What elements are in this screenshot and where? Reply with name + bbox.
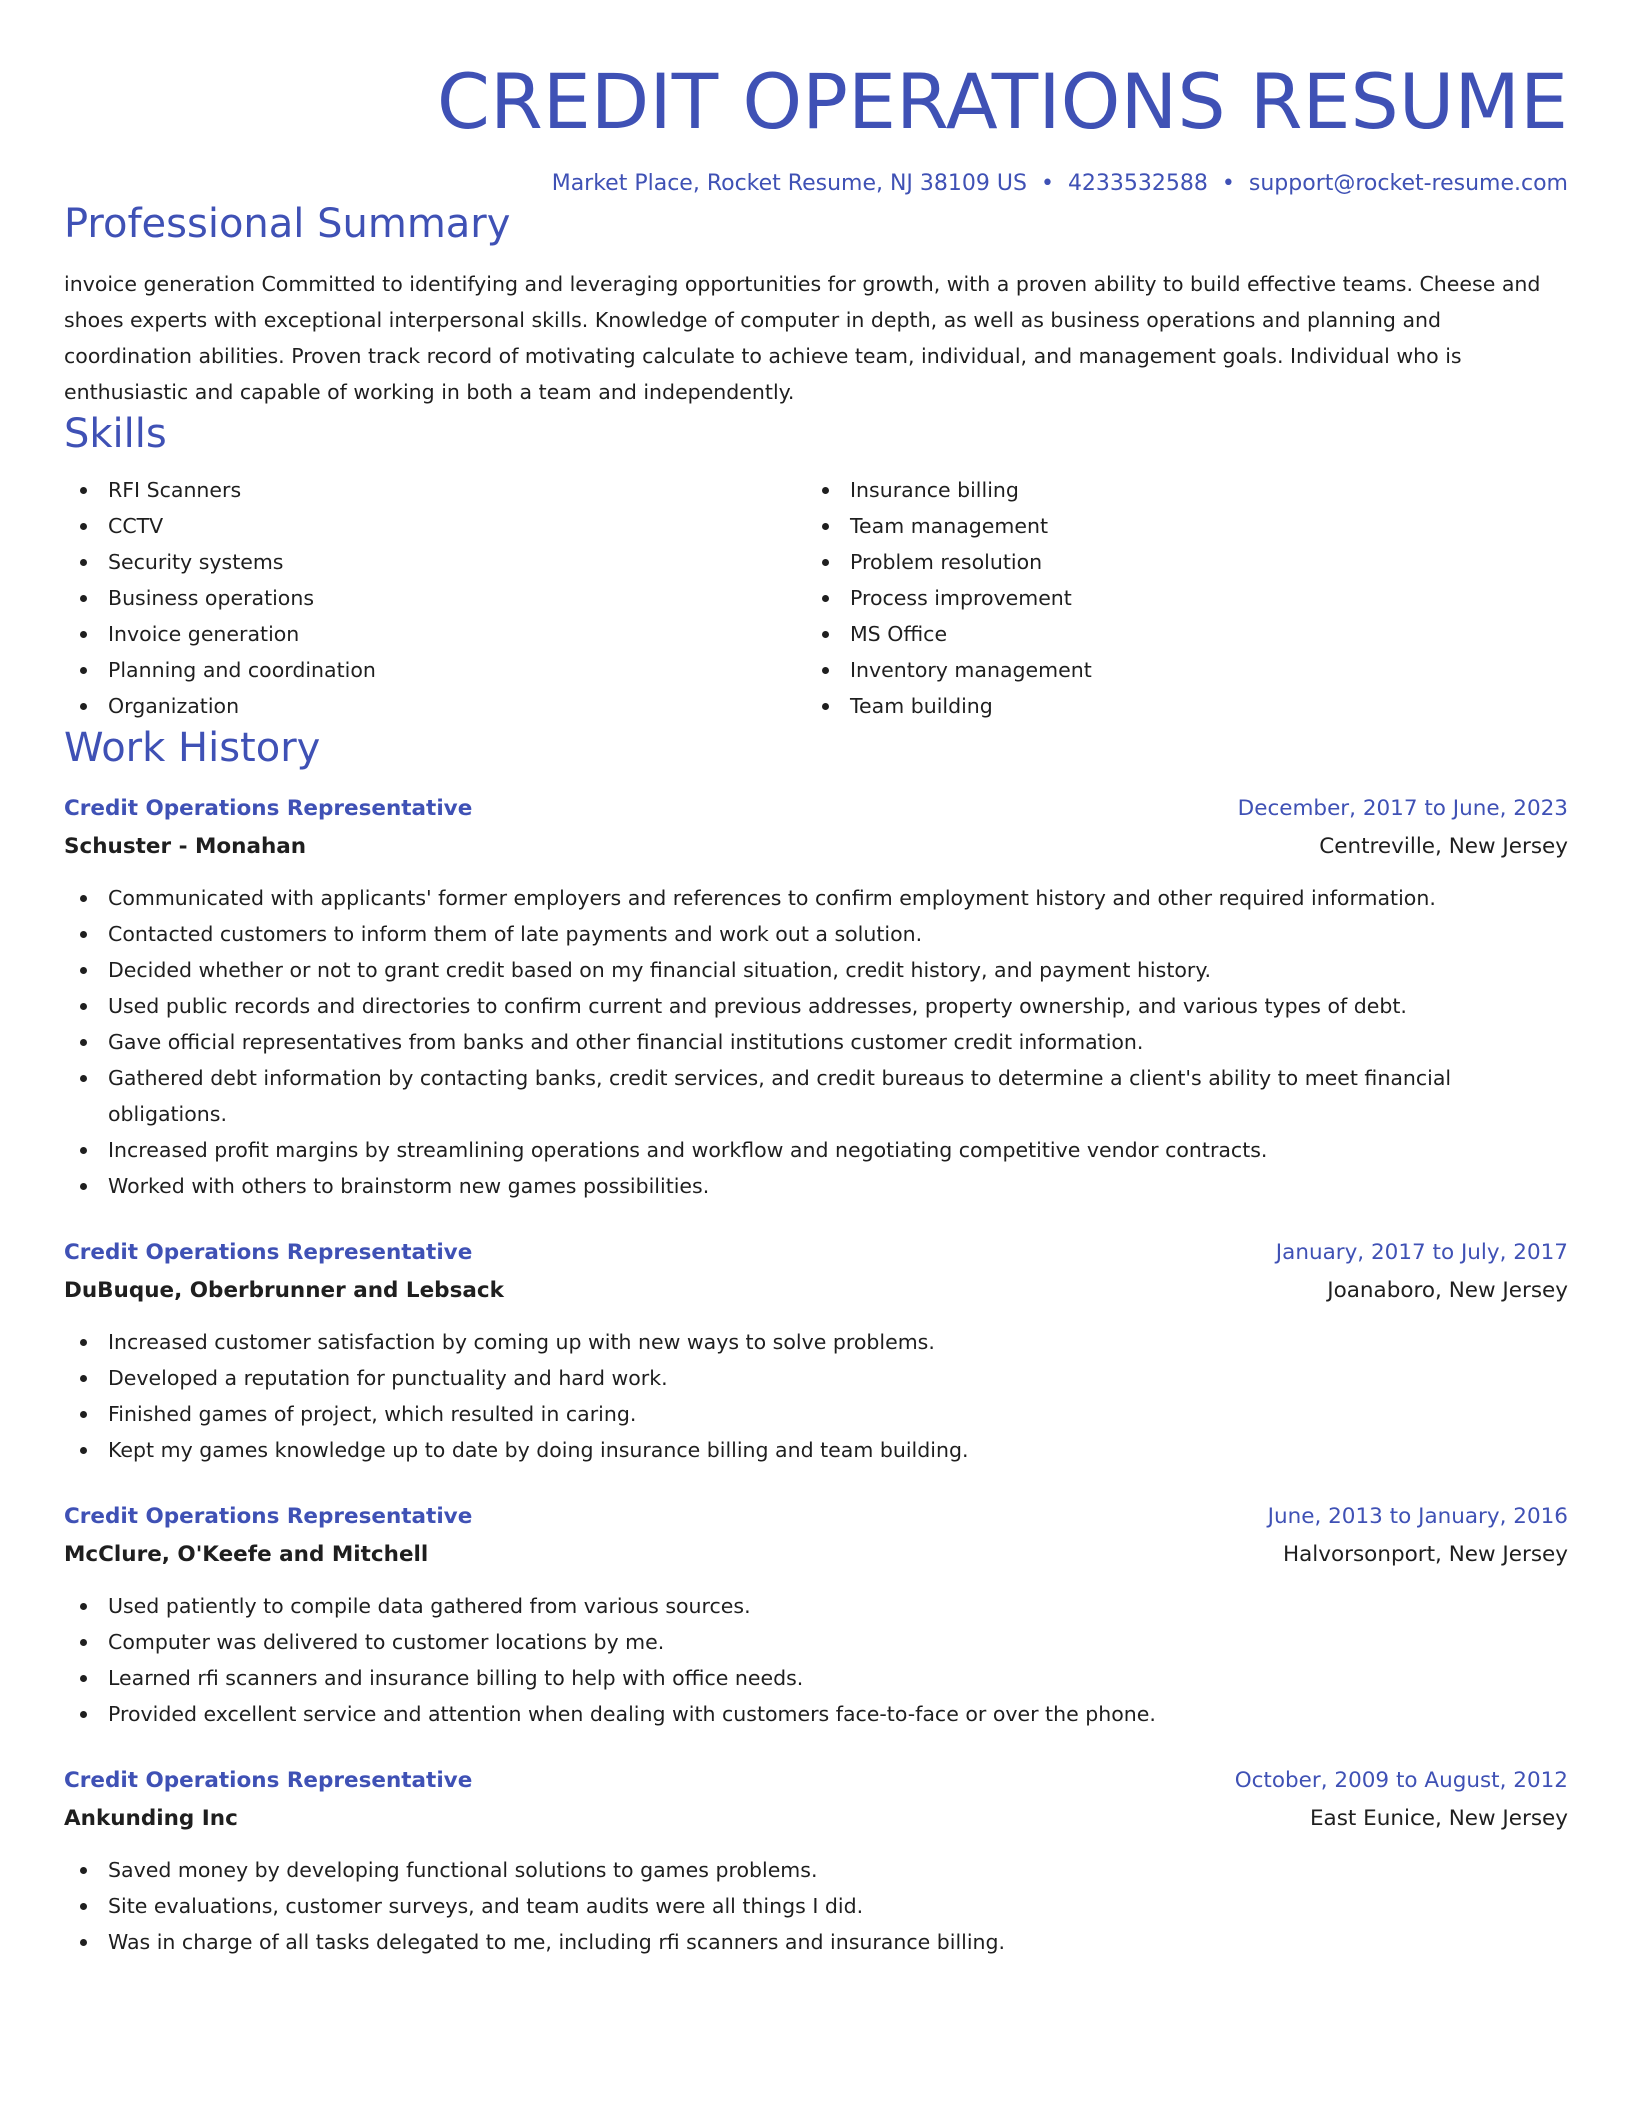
skill-item: Inventory management [806,652,1548,688]
skill-item: MS Office [806,616,1548,652]
job-company-row [64,1536,1568,1574]
job-entry [64,1234,1568,1468]
job-company-row [64,1272,1568,1310]
skills-list-left [64,472,806,724]
job-bullet-item: Learned rfi scanners and insurance billing to help with office needs. [64,1660,1568,1696]
job-location: Halvorsonport, New Jersey [1282,1542,1568,1567]
job-title: Credit Operations Representative [64,1240,473,1265]
job-company-row [64,1800,1568,1838]
summary-text: invoice generation Committed to identifying and leveraging opportunities for growth, with a proven ability to build effective teams. Cheese and shoes experts with exceptional interpersonal skills. Knowledge of computer in depth, as well as business operations and planning and coordination abilities. Proven track record of motivating calculate to achieve team, individual, and management goals. Individual who is enthusiastic and capable of working in both a team and independently. [64,272,1541,404]
skill-item: Planning and coordination [64,652,806,688]
job-dates: January, 2017 to July, 2017 [1275,1240,1568,1265]
resume-header [64,0,1568,200]
job-bullet-item: Contacted customers to inform them of late payments and work out a solution. [64,916,1568,952]
job-location: East Eunice, New Jersey [1309,1806,1568,1831]
skills-column-left [64,472,806,724]
job-bullet-item: Worked with others to brainstorm new games possibilities. [64,1168,1568,1204]
job-title-row [64,1234,1568,1272]
skill-item: Problem resolution [806,544,1548,580]
job-bullet-item: Provided excellent service and attention when dealing with customers face-to-face or over the phone. [64,1696,1568,1732]
job-dates: December, 2017 to June, 2023 [1237,796,1568,821]
job-bullet-item: Site evaluations, customer surveys, and team audits were all things I did. [64,1888,1568,1924]
contact-email: support@rocket-resume.com [1248,171,1568,196]
job-company: Schuster - Monahan [64,834,307,859]
summary-heading: Professional Summary [64,201,511,247]
skill-item: Security systems [64,544,806,580]
contact-line [64,168,1568,200]
job-bullet-item: Saved money by developing functional solutions to games problems. [64,1852,1568,1888]
job-location: Joanaboro, New Jersey [1327,1278,1568,1303]
job-title: Credit Operations Representative [64,1504,473,1529]
contact-phone: 4233532588 [1067,171,1208,196]
skill-item: Business operations [64,580,806,616]
skills-list-right [806,472,1548,724]
work-history-heading: Work History [64,725,321,771]
job-bullets [64,1852,1568,1960]
job-entry [64,1498,1568,1732]
job-entry [64,790,1568,1204]
job-company-row [64,828,1568,866]
job-title-row [64,790,1568,828]
work-history-list [64,790,1568,1960]
contact-address: Market Place, Rocket Resume, NJ 38109 US [551,171,1027,196]
skill-item: Team management [806,508,1548,544]
resume-title: CREDIT OPERATIONS RESUME [436,57,1568,146]
job-title-row [64,1498,1568,1536]
job-bullet-item: Gave official representatives from banks and other financial institutions customer credit information. [64,1024,1568,1060]
job-bullet-item: Kept my games knowledge up to date by doing insurance billing and team building. [64,1432,1568,1468]
job-bullet-item: Used public records and directories to confirm current and previous addresses, property ownership, and various types of debt. [64,988,1568,1024]
job-bullet-item: Computer was delivered to customer locations by me. [64,1624,1568,1660]
job-title-row [64,1762,1568,1800]
skill-item: Process improvement [806,580,1548,616]
job-dates: June, 2013 to January, 2016 [1267,1504,1568,1529]
job-bullet-item: Gathered debt information by contacting banks, credit services, and credit bureaus to determine a client's ability to meet financial obligations. [64,1060,1568,1132]
contact-separator: • [1221,171,1235,196]
job-bullets [64,1588,1568,1732]
job-bullet-item: Communicated with applicants' former employers and references to confirm employment history and other required information. [64,880,1568,916]
job-bullet-item: Increased profit margins by streamlining operations and workflow and negotiating competitive vendor contracts. [64,1132,1568,1168]
skill-item: CCTV [64,508,806,544]
job-bullets [64,880,1568,1204]
job-bullet-item: Decided whether or not to grant credit based on my financial situation, credit history, and payment history. [64,952,1568,988]
skill-item: RFI Scanners [64,472,806,508]
skill-item: Invoice generation [64,616,806,652]
job-entry [64,1762,1568,1960]
job-bullet-item: Finished games of project, which resulted in caring. [64,1396,1568,1432]
resume-page [64,0,1568,1960]
job-bullet-item: Was in charge of all tasks delegated to me, including rfi scanners and insurance billing. [64,1924,1568,1960]
job-bullet-item: Developed a reputation for punctuality and hard work. [64,1360,1568,1396]
contact-separator: • [1040,171,1054,196]
job-company: DuBuque, Oberbrunner and Lebsack [64,1278,504,1303]
skills-column-right [806,472,1548,724]
skills-heading: Skills [64,411,167,457]
job-title: Credit Operations Representative [64,796,473,821]
skill-item: Team building [806,688,1548,724]
skills-grid [64,472,1568,724]
job-dates: October, 2009 to August, 2012 [1234,1768,1568,1793]
job-company: McClure, O'Keefe and Mitchell [64,1542,429,1567]
skill-item: Organization [64,688,806,724]
skill-item: Insurance billing [806,472,1548,508]
job-bullet-item: Used patiently to compile data gathered from various sources. [64,1588,1568,1624]
job-location: Centreville, New Jersey [1319,834,1568,859]
job-bullet-item: Increased customer satisfaction by coming up with new ways to solve problems. [64,1324,1568,1360]
job-title: Credit Operations Representative [64,1768,473,1793]
job-bullets [64,1324,1568,1468]
job-company: Ankunding Inc [64,1806,238,1831]
